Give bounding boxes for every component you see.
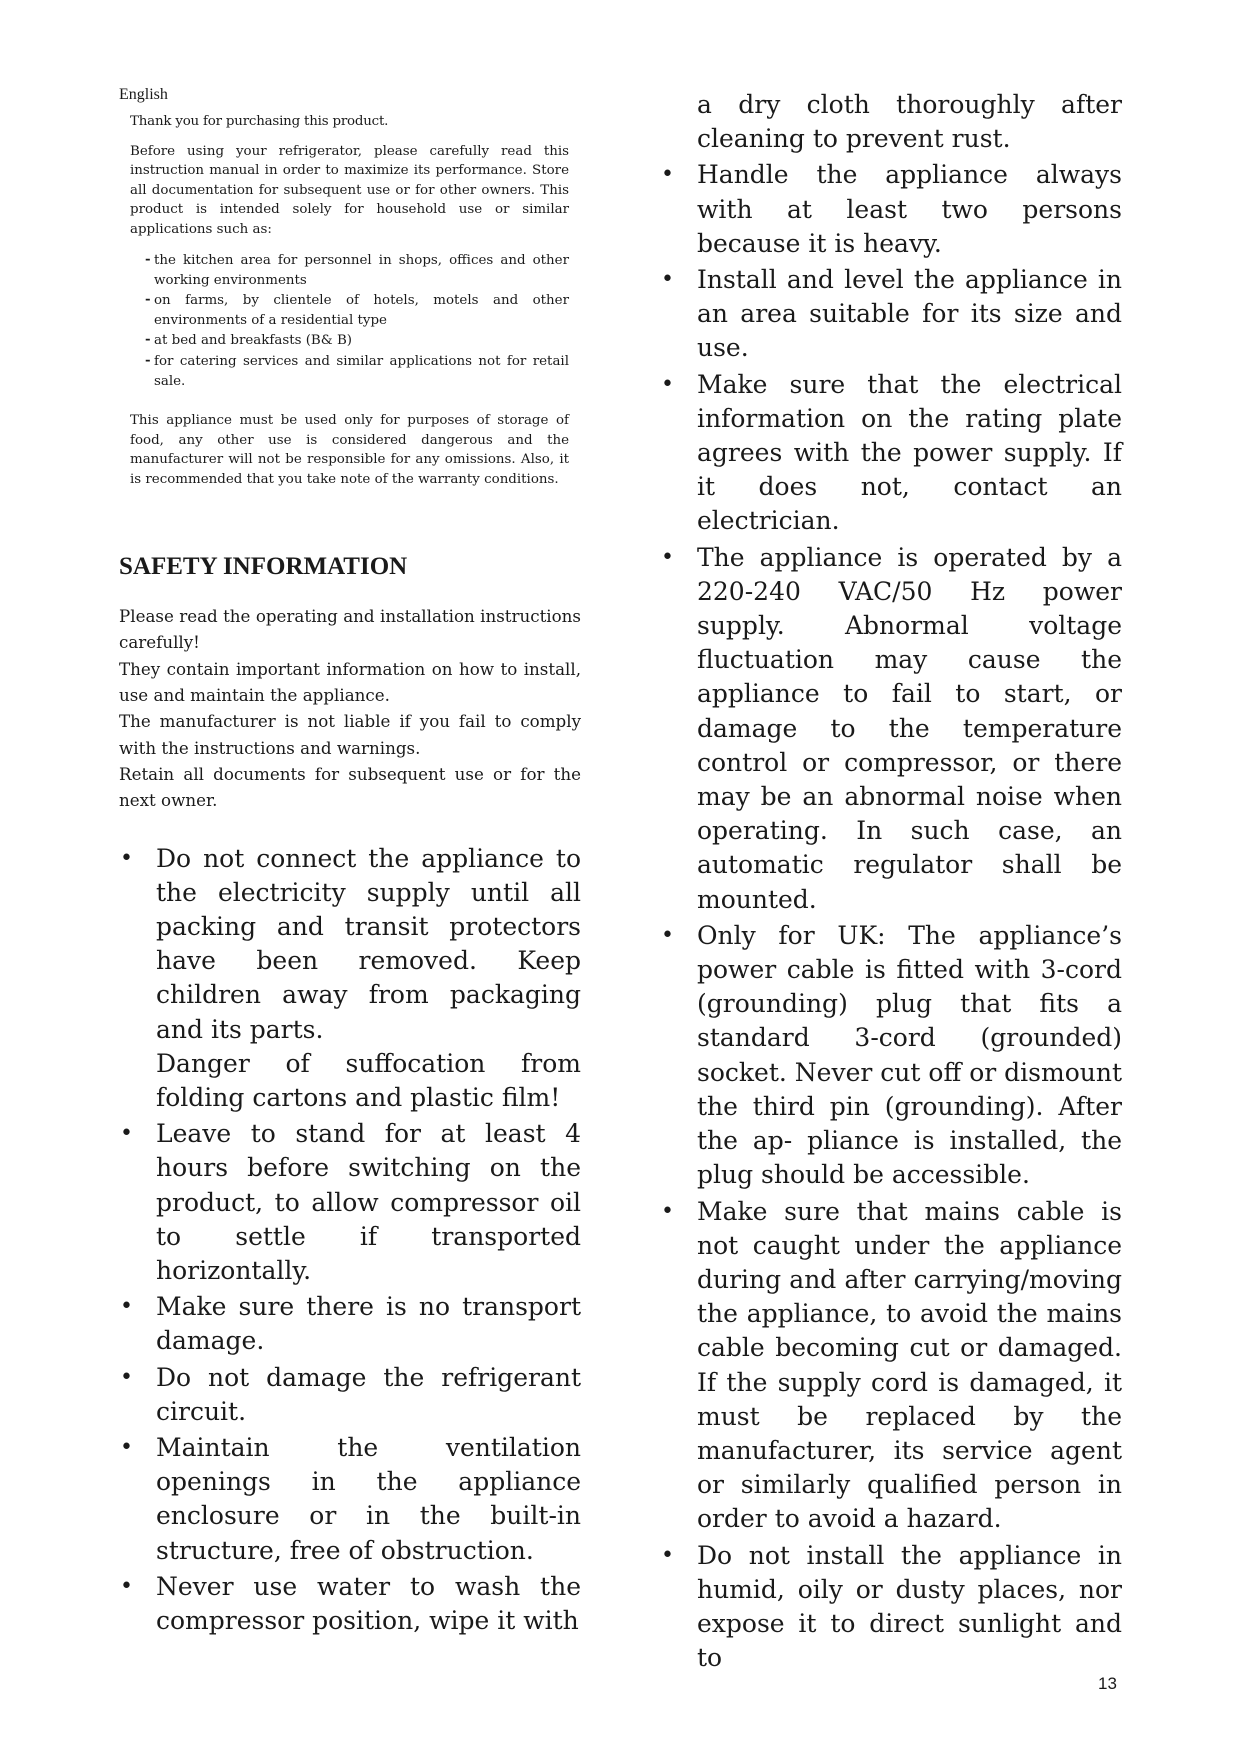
list-item: • Do not install the appliance in humid, oily or dusty places, nor expose it to direct sunlight and to <box>697 1539 1122 1676</box>
list-item: • Install and level the appliance in an area suitable for its size and use. <box>697 263 1122 366</box>
list-item: • Maintain the ventilation openings in the appliance enclosure or in the built-in structure, free of obstruction. <box>156 1431 581 1568</box>
before-use-paragraph: Before using your refrigerator, please carefully read this instruction manual in order to maximize its performance. Store all documentation for subsequent use or for other owners. This product is intended solely for household use or similar applications such as: <box>130 143 569 237</box>
list-item: • Leave to stand for at least 4 hours before switching on the product, to allow compressor oil to settle if transported horizontally. <box>156 1117 581 1288</box>
intro-line: Please read the operating and installation instructions carefully! <box>119 606 581 653</box>
list-item: - at bed and breakfasts (B& B) <box>154 331 569 351</box>
storage-paragraph: This appliance must be used only for purposes of storage of food, any other use is considered dangerous and the manufacturer will not be responsible for any omissions. Also, it is recommended that you take note of the warranty conditions. <box>130 413 569 487</box>
intro-line: The manufacturer is not liable if you fail to comply with the instructions and warnings. <box>119 711 581 758</box>
list-item: • Never use water to wash the compressor position, wipe it with <box>156 1570 581 1638</box>
list-item: - the kitchen area for personnel in shops, offices and other working environments <box>154 251 569 290</box>
list-continuation: a dry cloth thoroughly after cleaning to prevent rust. <box>697 90 1122 154</box>
safety-list-left <box>119 842 581 1639</box>
list-item-text: Do not connect the appliance to the electricity supply until all packing and transit protectors have been removed. Keep children away from packaging and its parts. <box>156 843 581 1044</box>
thanks-text: Thank you for purchasing this product. <box>130 114 389 129</box>
intro-line: They contain important information on how to install, use and maintain the appliance. <box>119 658 581 706</box>
list-item: • Make sure that the electrical information on the rating plate agrees with the power supply. If it does not, contact an electrician. <box>697 368 1122 539</box>
safety-intro <box>119 603 581 813</box>
list-item: - on farms, by clientele of hotels, motels and other environments of a residential type <box>154 291 569 330</box>
list-item: • Do not damage the refrigerant circuit. <box>156 1361 581 1429</box>
left-column <box>119 86 581 1640</box>
safety-list-right <box>660 158 1122 1675</box>
list-item: • Handle the appliance always with at least two persons because it is heavy. <box>697 158 1122 261</box>
list-item: • Make sure there is no transport damage. <box>156 1290 581 1358</box>
usage-list <box>119 251 581 391</box>
list-item-extra: Danger of suffocation from folding cartons and plastic film! <box>156 1048 581 1112</box>
list-item: - for catering services and similar applications not for retail sale. <box>154 352 569 391</box>
list-item: • Only for UK: The appliance’s power cable is fitted with 3-cord (grounding) plug that fits a standard 3-cord (grounded) socket. Never cut off or dismount the third pin (grounding). After the ap- pliance is installed, the plug should be accessible. <box>697 919 1122 1193</box>
language-label: English <box>119 86 168 103</box>
intro-line: Retain all documents for subsequent use or for the next owner. <box>119 763 581 811</box>
list-item: • Make sure that mains cable is not caught under the appliance during and after carrying/moving the appliance, to avoid the mains cable becoming cut or damaged. If the supply cord is damaged, it must be replaced by the manufacturer, its service agent or similarly qualified person in order to avoid a hazard. <box>697 1195 1122 1537</box>
right-column <box>660 88 1122 1677</box>
list-item: • The appliance is operated by a 220-240 VAC/50 Hz power supply. Abnormal voltage fluctuation may cause the appliance to fail to start, or damage to the temperature control or compressor, or there may be an abnormal noise when operating. In such case, an automatic regulator shall be mounted. <box>697 541 1122 917</box>
list-item <box>156 842 581 1116</box>
page-number: 13 <box>1098 1674 1117 1693</box>
section-heading: SAFETY INFORMATION <box>119 553 408 581</box>
